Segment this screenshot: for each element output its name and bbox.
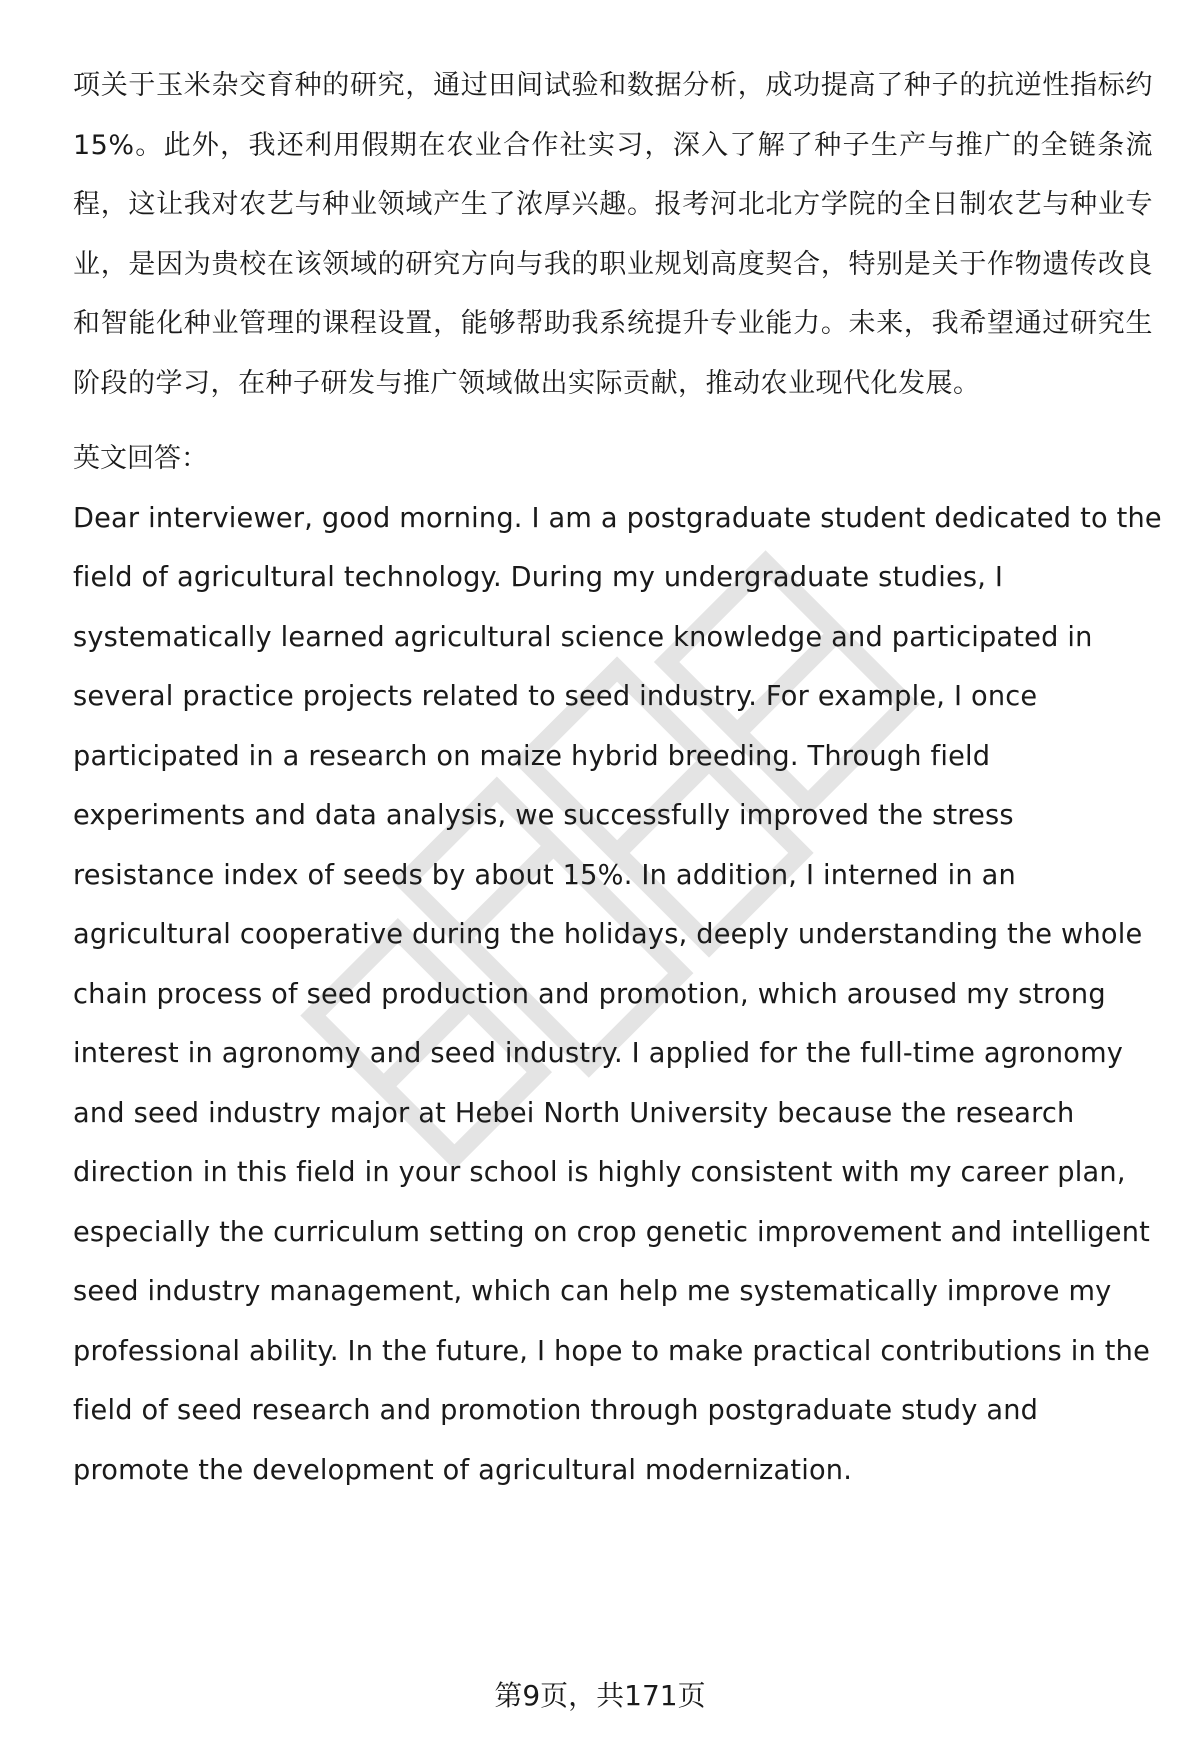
english-answer-label: 英文回答： [73, 443, 208, 474]
document-body [73, 56, 1162, 1500]
english-answer-paragraph: Dear interviewer, good morning. I am a postgraduate student dedicated to the field of agricultural technology. During my undergraduate studies, I systematically learned agricultural science knowledge and participated in several practice projects related to seed industry. For example, I once participated in a research on maize hybrid breeding. Through field experiments and data analysis, we successfully improved the stress resistance index of seeds by about 15%. In addition, I interned in an agricultural cooperative during the holidays, deeply understanding the whole chain process of seed production and promotion, which aroused my strong interest in agronomy and seed industry. I applied for the full-time agronomy and seed industry major at Hebei North University because the research direction in this field in your school is highly consistent with my career plan, especially the curriculum setting on crop genetic improvement and intelligent seed industry management, which can help me systematically improve my professional ability. In the future, I hope to make practical contributions in the field of seed research and promotion through postgraduate study and promote the development of agricultural modernization. [73, 502, 1162, 1486]
chinese-answer-paragraph: 项关于玉米杂交育种的研究，通过田间试验和数据分析，成功提高了种子的抗逆性指标约15%。此外，我还利用假期在农业合作社实习，深入了解了种子生产与推广的全链条流程，这让我对农艺与种业领域产生了浓厚兴趣。报考河北北方学院的全日制农艺与种业专业，是因为贵校在该领域的研究方向与我的职业规划高度契合，特别是关于作物遗传改良和智能化种业管理的课程设置，能够帮助我系统提升专业能力。未来，我希望通过研究生阶段的学习，在种子研发与推广领域做出实际贡献，推动农业现代化发展。 [73, 70, 1153, 399]
page-number: 第9页，共171页 [494, 1679, 706, 1712]
